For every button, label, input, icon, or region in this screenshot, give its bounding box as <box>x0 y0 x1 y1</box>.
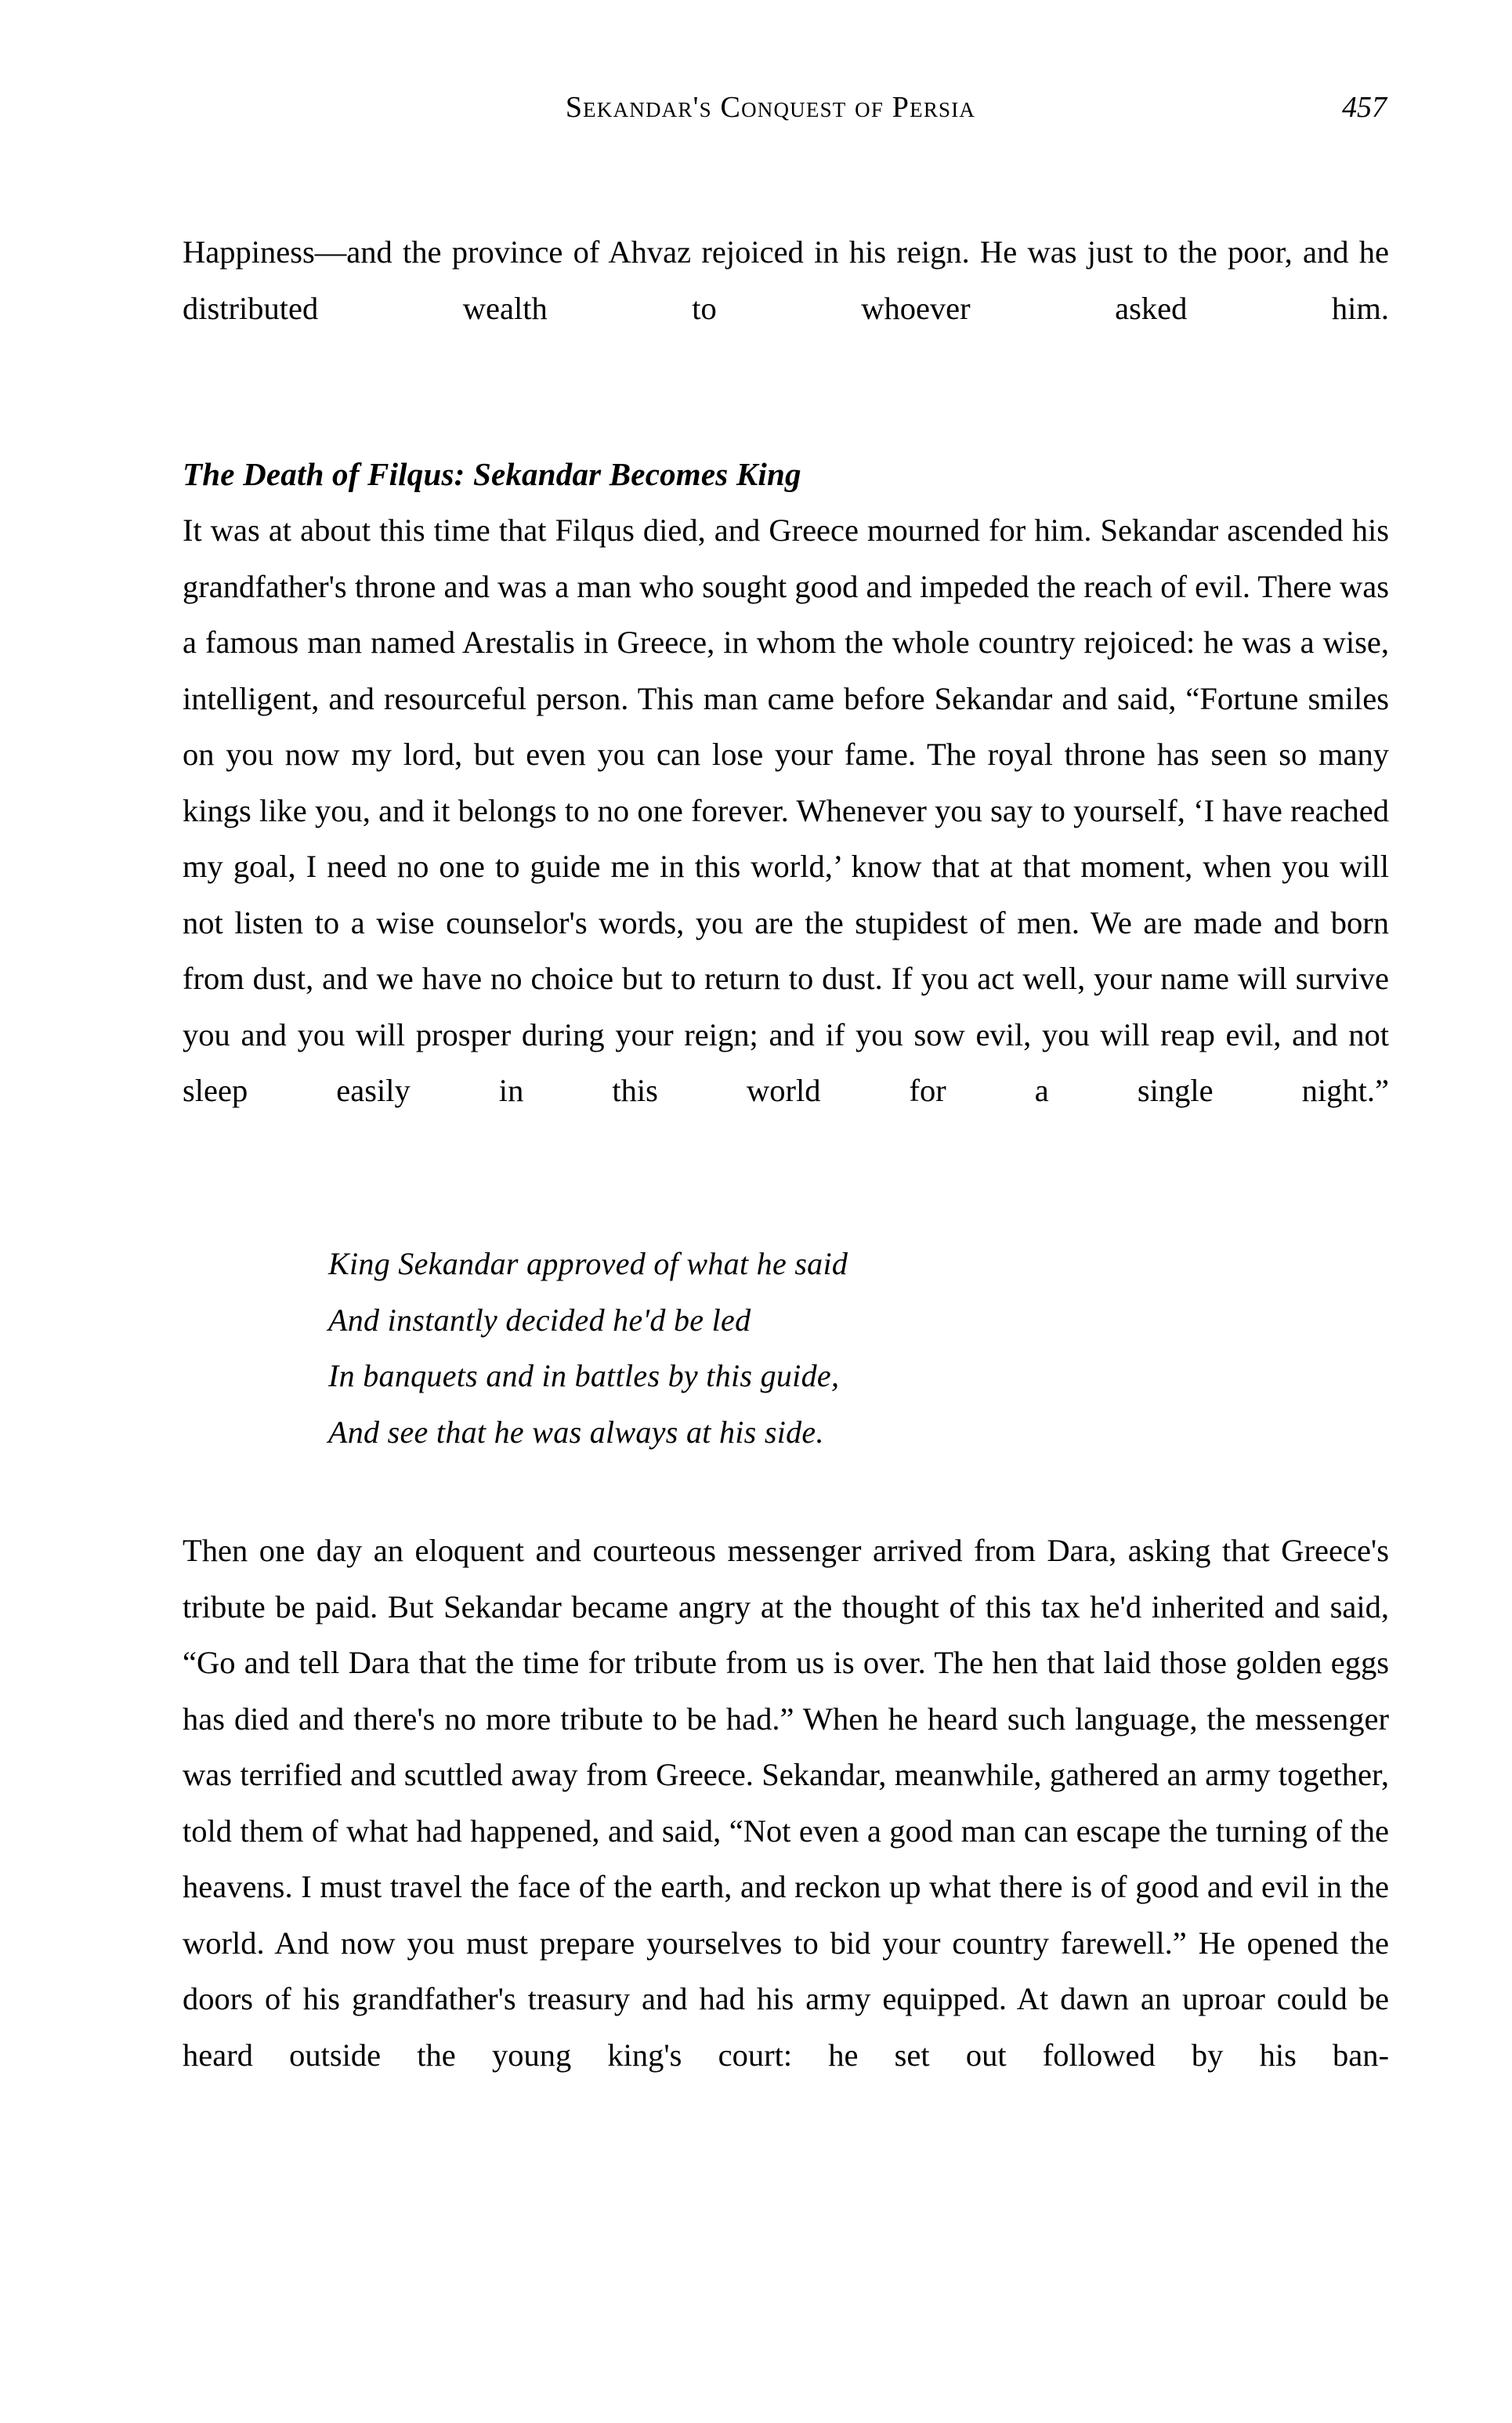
paragraph-filqus-death: It was at about this time that Filqus died, and Greece mourned for him. Sekandar ascended his grandfather's throne and was a man who sought good and impeded the reach of evil. There was a famous man named Arestalis in Greece, in whom the whole country rejoiced: he was a wise, intelligent, and resourceful person. This man came before Sekandar and said, “Fortune smiles on you now my lord, but even you can lose your fame. The royal throne has seen so many kings like you, and it belongs to no one forever. Whenever you say to yourself, ‘I have reached my goal, I need no one to guide me in this world,’ know that at that moment, when you will not listen to a wise counselor's words, you are the stupidest of men. We are made and born from dust, and we have no choice but to return to dust. If you act well, your name will survive you and you will prosper during your reign; and if you sow evil, you will reap evil, and not sleep easily in this world for a single night.” <box>183 512 1389 1108</box>
running-head-title: Sekandar's Conquest of Persia <box>565 91 976 124</box>
text-block <box>183 224 1389 2139</box>
verse-line: And see that he was always at his side. <box>328 1414 824 1450</box>
paragraph-opening: Happiness—and the province of Ahvaz rejoiced in his reign. He was just to the poor, and he distributed wealth to whoever asked him. <box>183 234 1389 326</box>
section-heading-wrapper <box>183 447 1389 503</box>
section-heading: The Death of Filqus: Sekandar Becomes King <box>183 455 801 492</box>
verse-line: King Sekandar approved of what he said <box>328 1246 848 1281</box>
verse-line: And instantly decided he'd be led <box>328 1302 751 1338</box>
verse-block <box>328 1236 1389 1460</box>
verse-line: In banquets and in battles by this guide, <box>328 1358 840 1393</box>
page-number: 457 <box>1342 91 1387 124</box>
paragraph-messenger-from-dara: Then one day an eloquent and courteous messenger arrived from Dara, asking that Greece's tribute be paid. But Sekandar became angry at the thought of this tax he'd inherited and said, “Go and tell Dara that the time for tribute from us is over. The hen that laid those golden eggs has died and there's no more tribute to be had.” When he heard such language, the messenger was terrified and scuttled away from Greece. Sekandar, meanwhile, gathered an army together, told them of what had happened, and said, “Not even a good man can escape the turning of the heavens. I must travel the face of the earth, and reckon up what there is of good and evil in the world. And now you must prepare yourselves to bid your country farewell.” He opened the doors of his grandfather's treasury and had his army equipped. At dawn an uproar could be heard outside the young king's court: he set out followed by his ban- <box>183 1533 1389 2073</box>
running-head <box>183 92 1387 139</box>
